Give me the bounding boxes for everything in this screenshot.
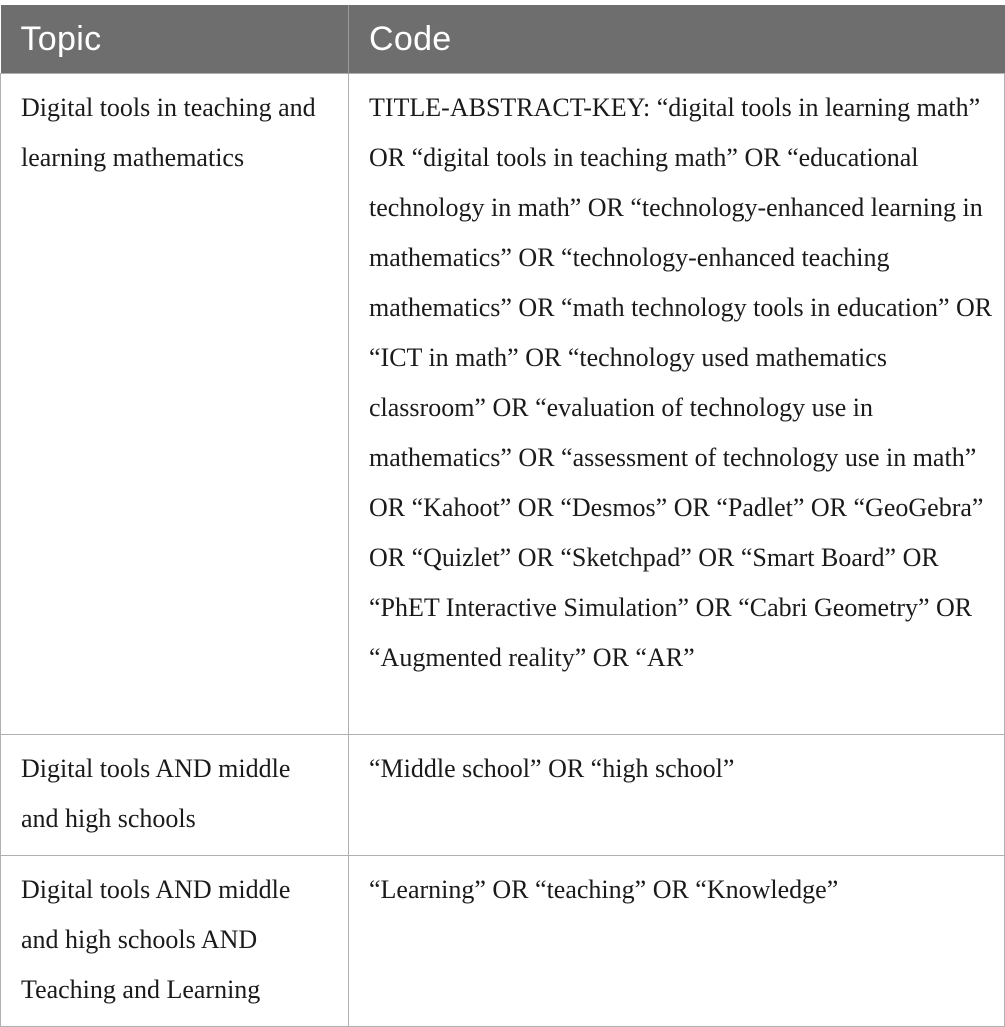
header-topic: Topic xyxy=(1,5,349,74)
table-header xyxy=(1,5,1005,74)
table-row xyxy=(1,74,1005,735)
search-strategy-table xyxy=(0,5,1005,1027)
table-row xyxy=(1,856,1005,1027)
topic-cell: Digital tools AND middle and high schools xyxy=(1,735,349,856)
header-row xyxy=(1,5,1005,74)
table-body xyxy=(1,74,1005,1027)
table-row xyxy=(1,735,1005,856)
code-cell: “Learning” OR “teaching” OR “Knowledge” xyxy=(349,856,1005,1027)
topic-cell: Digital tools in teaching and learning mathematics xyxy=(1,74,349,735)
code-cell: “Middle school” OR “high school” xyxy=(349,735,1005,856)
code-cell: TITLE-ABSTRACT-KEY: “digital tools in learning math” OR “digital tools in teaching math” OR “educational technology in math” OR “technology-enhanced learning in mathematics” OR “technology-enhanced teaching mathematics” OR “math technology tools in education” OR “ICT in math” OR “technology used mathematics classroom” OR “evaluation of technology use in mathematics” OR “assessment of technology use in math” OR “Kahoot” OR “Desmos” OR “Padlet” OR “GeoGebra” OR “Quizlet” OR “Sketchpad” OR “Smart Board” OR “PhET Interactive Simulation” OR “Cabri Geometry” OR “Augmented reality” OR “AR” xyxy=(349,74,1005,735)
header-code: Code xyxy=(349,5,1005,74)
topic-cell: Digital tools AND middle and high schools AND Teaching and Learning xyxy=(1,856,349,1027)
